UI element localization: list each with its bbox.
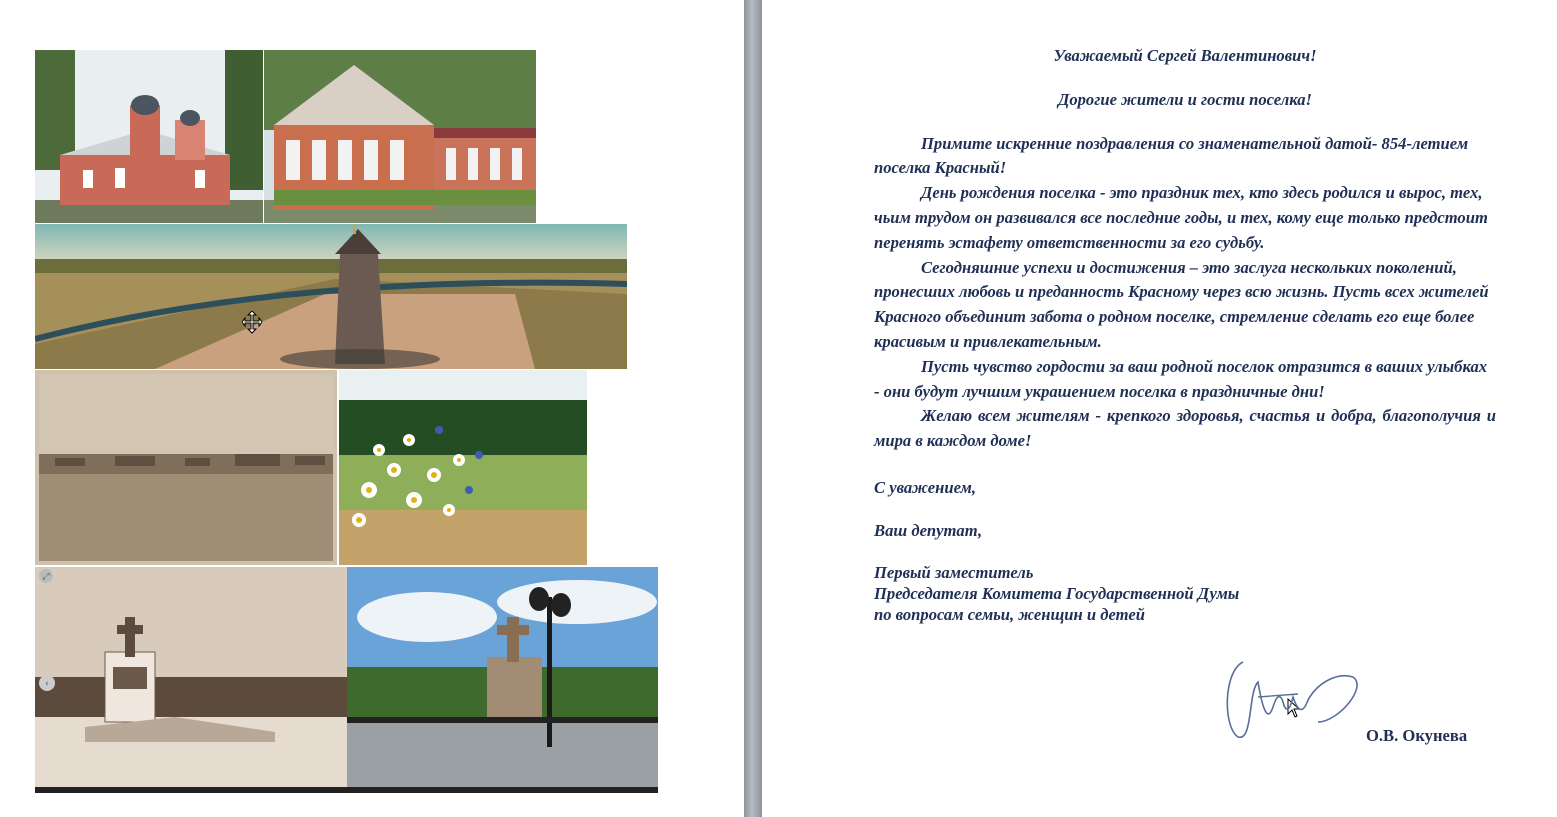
handwritten-signature — [1218, 652, 1368, 742]
flowers-photo — [339, 370, 587, 565]
move-cursor-icon — [242, 311, 262, 335]
paragraph-4: Пусть чувство гордости за ваш родной поселок отразится в ваших улыбках - они будут лучшим украшением поселка в праздничные дни! — [874, 356, 1488, 401]
expand-icon[interactable]: ⤢ — [39, 569, 53, 583]
brick-building-photo — [264, 50, 536, 223]
paragraph-3: Сегодняшние успехи и достижения – это заслуга нескольких поколений, пронесших любовь и преданность Красному через всю жизнь. Пусть всех жителей Красного объединит забота о родном поселке, стремление сделать его еще более красивым и привлекательным. — [874, 257, 1489, 351]
closing: С уважением, — [874, 477, 977, 497]
letter-body — [874, 44, 1496, 625]
image-scrollbar[interactable] — [35, 787, 658, 793]
title-line-3: по вопросам семьи, женщин и детей — [874, 604, 1145, 624]
paragraph-5: Желаю всем жителям - крепкого здоровья, счастья и добра, благополучия и мира в каждом доме! — [874, 406, 1496, 451]
greeting-residents: Дорогие жители и гости поселка! — [1058, 89, 1312, 109]
paragraph-1: Примите искренние поздравления со знаменательной датой- 854-летием поселка Красный! — [874, 133, 1469, 178]
paragraph-2: День рождения поселка - это праздник тех, кто здесь родился и вырос, тех, чьим трудом он развивался все последние годы, и тех, кому еще только предстоит перенять эстафету ответственности за его судьбу. — [874, 183, 1488, 252]
page-gutter — [744, 0, 762, 817]
new-monument-photo — [347, 567, 658, 787]
old-monument-photo — [35, 567, 347, 787]
signer-name: О.В. Окунева — [1366, 726, 1468, 745]
greeting-addressee: Уважаемый Сергей Валентинович! — [1053, 46, 1317, 65]
church-photo — [35, 50, 263, 223]
title-line-1: Первый заместитель — [874, 562, 1034, 582]
old-village-photo — [35, 370, 337, 565]
chapel-panorama-photo — [35, 224, 627, 369]
signature-role: Ваш депутат, — [874, 520, 983, 540]
title-line-2: Председателя Комитета Государственной Думы — [874, 583, 1240, 603]
left-arrow-icon[interactable]: ‹ — [39, 675, 55, 691]
